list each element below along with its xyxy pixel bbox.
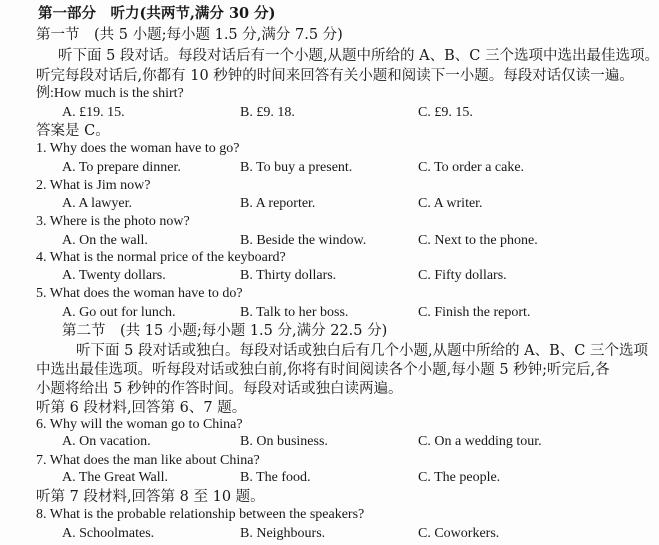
question-1-option-a: A. To prepare dinner. xyxy=(62,160,181,175)
example-option-b: B. £9. 18. xyxy=(240,105,295,120)
question-8-option-b: B. Neighbours. xyxy=(240,526,326,541)
question-6-stem: 6. Why will the woman go to China? xyxy=(36,417,243,432)
question-7-option-c: C. The people. xyxy=(418,470,501,485)
example-answer: 答案是 C。 xyxy=(36,123,110,139)
question-2-stem: 2. What is Jim now? xyxy=(36,178,151,193)
question-3-options xyxy=(0,232,659,250)
question-1-option-c: C. To order a cake. xyxy=(418,160,525,175)
question-2-option-b: B. A reporter. xyxy=(240,196,316,211)
question-7-option-b: B. The food. xyxy=(240,470,311,485)
question-5-option-c: C. Finish the report. xyxy=(418,305,531,320)
example-option-a: A. £19. 15. xyxy=(62,105,125,120)
section1-heading: 第一节 (共 5 小题;每小题 1.5 分,满分 7.5 分) xyxy=(36,27,343,43)
question-6-options xyxy=(0,433,659,451)
question-5-option-a: A. Go out for lunch. xyxy=(62,305,176,320)
section2-instructions-line-3: 小题将给出 5 秒钟的作答时间。每段对话或独白读两遍。 xyxy=(36,381,403,397)
question-6-option-a: A. On vacation. xyxy=(62,434,151,449)
question-8-stem: 8. What is the probable relationship between the speakers? xyxy=(36,507,365,522)
part-heading: 第一部分 听力(共两节,满分 30 分) xyxy=(38,5,276,22)
example-question: 例:How much is the shirt? xyxy=(36,86,184,101)
passage-6-intro: 听第 6 段材料,回答第 6、7 题。 xyxy=(36,400,247,416)
question-3-option-a: A. On the wall. xyxy=(62,233,148,248)
question-6-option-c: C. On a wedding tour. xyxy=(418,434,542,449)
question-7-option-a: A. The Great Wall. xyxy=(62,470,169,485)
section2-instructions-line-2: 中选出最佳选项。听每段对话或独白前,你将有时间阅读各个小题,每小题 5 秒钟;听完后,各 xyxy=(36,362,610,378)
question-4-option-a: A. Twenty dollars. xyxy=(62,268,166,283)
question-8-option-c: C. Coworkers. xyxy=(418,526,500,541)
question-6-option-b: B. On business. xyxy=(240,434,328,449)
question-2-option-a: A. A lawyer. xyxy=(62,196,132,211)
example-options xyxy=(0,104,659,122)
question-1-option-b: B. To buy a present. xyxy=(240,160,353,175)
question-4-options xyxy=(0,267,659,285)
question-5-options xyxy=(0,304,659,322)
question-7-stem: 7. What does the man like about China? xyxy=(36,453,260,468)
question-3-stem: 3. Where is the photo now? xyxy=(36,214,190,229)
section2-instructions-line-1: 听下面 5 段对话或独白。每段对话或独白后有几个小题,从题中所给的 A、B、C 三个选项 xyxy=(76,343,648,359)
question-2-option-c: C. A writer. xyxy=(418,196,483,211)
question-8-options xyxy=(0,525,659,543)
section2-heading: 第二节 (共 15 小题;每小题 1.5 分,满分 22.5 分) xyxy=(62,323,388,339)
question-7-options xyxy=(0,469,659,487)
question-3-option-c: C. Next to the phone. xyxy=(418,233,538,248)
question-1-stem: 1. Why does the woman have to go? xyxy=(36,141,240,156)
question-5-stem: 5. What does the woman have to do? xyxy=(36,286,243,301)
passage-7-intro: 听第 7 段材料,回答第 8 至 10 题。 xyxy=(36,489,265,505)
question-3-option-b: B. Beside the window. xyxy=(240,233,367,248)
question-4-option-c: C. Fifty dollars. xyxy=(418,268,507,283)
question-1-options xyxy=(0,159,659,177)
question-4-stem: 4. What is the normal price of the keyboard? xyxy=(36,250,286,265)
question-4-option-b: B. Thirty dollars. xyxy=(240,268,337,283)
question-5-option-b: B. Talk to her boss. xyxy=(240,305,349,320)
question-8-option-a: A. Schoolmates. xyxy=(62,526,155,541)
question-2-options xyxy=(0,195,659,213)
section1-instructions-line-2: 听完每段对话后,你都有 10 秒钟的时间来回答有关小题和阅读下一小题。每段对话仅读一遍。 xyxy=(36,68,634,84)
example-option-c: C. £9. 15. xyxy=(418,105,473,120)
section1-instructions-line-1: 听下面 5 段对话。每段对话后有一个小题,从题中所给的 A、B、C 三个选项中选出最佳选项。 xyxy=(58,48,659,64)
